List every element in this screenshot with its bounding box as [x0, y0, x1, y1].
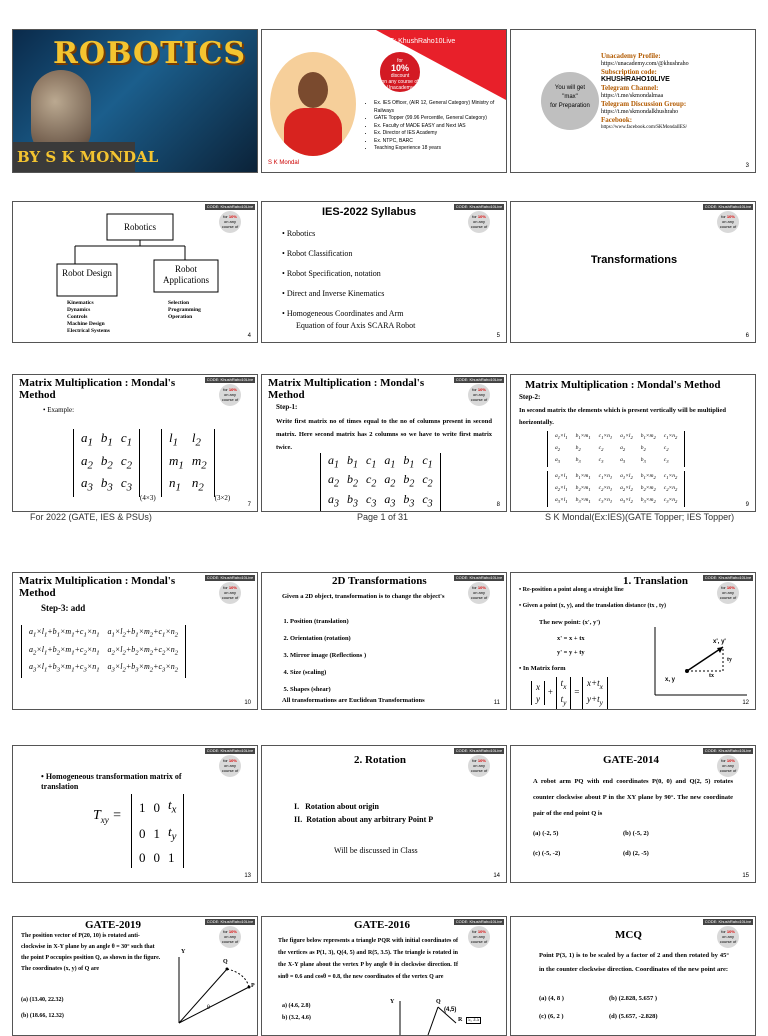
slide-7: [12, 374, 258, 512]
label-point: x, y: [665, 677, 676, 683]
slide-12: [510, 572, 756, 710]
label-p: P: [251, 983, 255, 989]
slide-17: [261, 916, 507, 1036]
page-number: 6: [745, 333, 749, 339]
rotation-figure: [171, 951, 257, 1027]
translation-diagram: [647, 623, 751, 699]
avatar: [270, 52, 356, 156]
option-c[interactable]: (c) (6, 2 ): [539, 1013, 564, 1020]
credentials-list: • Ex. IES Officer, (AIR 12, General Category) Ministry of Railways • GATE Topper (99.96 Percentile, General Category) • Ex. Faculty of MADE EASY and Next IAS • Ex. Director of IES Academy • Ex. NTPC, BARC • Teaching Experience 18 years: [366, 100, 507, 153]
slide-title: 2. Rotation: [354, 754, 406, 766]
page-number: 9: [745, 502, 749, 508]
page-number: 8: [496, 502, 500, 508]
step-text: In second matrix the elements which is present vertically will be multiplied horizontally.: [519, 407, 726, 426]
step-text: Write first matrix no of times equal to the no of columns present in second matrix. Here second matrix has 2 columns so we have to write first matrix twice.: [276, 418, 492, 451]
label-y-axis: Y: [181, 949, 186, 955]
telegram-group-link[interactable]: https://t.me/skmondalkhushraho: [601, 109, 679, 115]
option-a[interactable]: a) (4.6, 2.8): [282, 1003, 311, 1009]
rotation-list: I. Rotation about origin II. Rotation about any arbitrary Point P: [294, 802, 434, 824]
option-c[interactable]: (c) (-5, -2): [533, 850, 561, 857]
option-b[interactable]: (b) (18.66, 12.32): [21, 1013, 64, 1019]
slide-10: [12, 572, 258, 710]
matrix-b: $l_1$ $l_2$ $m_1$ $m_2$ $n_1$ $n_2(3\times 2)$: [161, 429, 230, 502]
intro-text: Given a 2D object, transformation is to change the object's: [282, 593, 445, 600]
page-number: 5: [496, 333, 500, 339]
step-label: Step-2:: [519, 393, 541, 401]
contact-list: Unacademy Profile: https://unacademy.com/@khushraho Subscription code: KHUSHRAHO10LIVE Telegram Channel: https://t.me/skmondalmaa Telegram Discussion Group: https://t.me/skmondalkhushraho Facebook: https://www.facebook.com/SKMondalIES/: [601, 52, 753, 132]
question-text: The figure below represents a triangle PQR with initial coordinates of the vertices as P(1, 3), Q(4, 5) and R(5, 3.5). The triangle is rotated in the X-Y plane about the vertex P by angle θ in clockwise direction. If sinθ = 0.6 and cosθ = 0.8, the new coordinates of the vertex Q are: [278, 938, 458, 980]
transform-list: 1. Position (translation) 2. Orientation (rotation) 3. Mirror image (Reflections ) 4. Size (scaling) 5. Shapes (shear): [270, 613, 366, 698]
discount-badge: for 10% discount on any course of Unacademy: [378, 50, 422, 94]
slide-title: 1. Translation: [623, 575, 688, 587]
syllabus-list: • Robotics • Robot Classification • Robot Specification, notation • Direct and Inverse Kinematics • Homogeneous Coordinates and Arm Equation of four Axis SCARA Robot: [282, 224, 472, 332]
new-point-label: The new point: (x', y'): [539, 619, 601, 626]
node-robot-applications: Robot Applications: [163, 264, 209, 285]
page-number: 4: [247, 333, 251, 339]
slide-4: [12, 201, 258, 343]
option-a[interactable]: (a) (4, 8 ): [539, 995, 564, 1002]
discount-badge: CODE: KhushRaho10Live for 10% on any course of: [454, 575, 504, 605]
page-number: 7: [247, 502, 251, 508]
matrix-a-repeated: $a_1$ $b_1$ $c_1$ $a_1$ $b_1$ $c_1$ $a_2$ $b_2$ $c_2$ $a_2$ $b_2$ $c_2$ $a_3$ $b_3$ $c_3$ $a_3$ $b_3$ $c_3$: [320, 453, 441, 512]
node-robot-design: Robot Design: [62, 268, 112, 278]
option-d[interactable]: (d) (2, -5): [623, 850, 649, 857]
slide-title: IES-2022 Syllabus: [322, 206, 417, 218]
slide-16: [12, 916, 258, 1036]
bullet-1: • Re-position a point along a straight line: [519, 587, 624, 593]
code-text: CODE: KhushRaho10Live: [374, 38, 456, 45]
slide-14: [261, 745, 507, 883]
slide-title: Matrix Multiplication : Mondal's Method: [268, 377, 425, 401]
step-label: Step-1:: [276, 403, 298, 411]
homogeneous-text: • Homogeneous transformation matrix of translation: [41, 772, 211, 792]
discount-badge: CODE: KhushRaho10Live for 10% on any course of: [454, 748, 504, 778]
page-number: 10: [244, 700, 251, 706]
slide-title: Matrix Multiplication : Mondal's Method: [19, 377, 176, 401]
slide-11: [261, 572, 507, 710]
slide-1: [12, 29, 258, 173]
discount-badge: CODE: KhushRaho10Live for 10% on any course of: [205, 748, 255, 778]
discount-badge: CODE: KhushRaho10Live for 10% on any course of: [454, 919, 504, 949]
application-items: Selection Programming Operation: [168, 300, 201, 320]
discount-badge: CODE: KhushRaho10Live for 10% on any course of: [454, 377, 504, 407]
slide-8: [261, 374, 507, 512]
matrix-equation: x $y + t_x$ $t_y = x+t_x$ $y+t_y$: [531, 677, 608, 709]
banner-title: ROBOTICS: [53, 36, 247, 71]
discount-badge: CODE: KhushRaho10Live for 10% on any course of: [205, 204, 255, 234]
option-b[interactable]: b) (3.2, 4.6): [282, 1015, 311, 1021]
label-q: Q: [436, 999, 441, 1005]
slide-title: Transformations: [590, 254, 678, 266]
discount-badge: CODE: KhushRaho10Live for 10% on any course of: [703, 748, 753, 778]
outro-text: All transformations are Euclidean Transformations: [282, 697, 425, 704]
label-q-coords: (4,5): [444, 1007, 457, 1013]
option-a[interactable]: (a) (13.40, 22.32): [21, 997, 64, 1003]
example-label: • Example:: [43, 405, 74, 416]
profile-link[interactable]: https://unacademy.com/@khushraho: [601, 61, 689, 67]
label-new-point: x', y': [713, 639, 726, 645]
slide-15: [510, 745, 756, 883]
equation-x: x' = x + tx: [557, 635, 585, 642]
expanded-matrix-2: $a_1\times l_1$ $b_1\times m_1$ $c_1\times n_1$ $a_1\times l_2$ $b_1\times m_2$ $c_1\times n_2$ $a_2\times l_1$ $b_2\times m_1$ $c_2\times n_1$ $a_2\times l_2$ $b_2\times m_2$ $c_2\times n_2$ $a_3\times l_1$ $b_3\times m_1$ $c_3\times n_1$ $a_3\times l_2$ $b_3\times m_2$ $c_3\times n_2$: [547, 471, 685, 512]
question-text: Point P(3, 1) is to be scaled by a factor of 2 and then rotated by 45° in the counter clockwise direction. Coordinates of the new point are:: [539, 952, 729, 973]
page-number: 13: [244, 873, 251, 879]
class-note: Will be discussed in Class: [334, 846, 418, 855]
page-number: 14: [493, 873, 500, 879]
slide-2: [261, 29, 507, 173]
telegram-link[interactable]: https://t.me/skmondalmaa: [601, 93, 664, 99]
option-d[interactable]: (d) (5.657, -2.828): [609, 1013, 658, 1020]
question-text: The position vector of P(20, 10) is rotated anti-clockwise in X-Y plane by an angle θ = 30° such that the point P occupies position Q, as shown in the figure. The coordinates (x, y) of Q are: [21, 933, 161, 972]
slide-title: Matrix Multiplication : Mondal's Method: [525, 379, 721, 391]
discount-badge: CODE: KhushRaho10Live for 10% on any course of: [703, 204, 753, 234]
option-a[interactable]: (a) (-2, 5): [533, 830, 559, 837]
equation-y: y' = y + ty: [557, 649, 585, 656]
label-r-coords: 5, 3.5: [468, 1018, 480, 1023]
slide-title: MCQ: [615, 929, 642, 941]
slide-title: GATE-2016: [354, 919, 411, 931]
label-y-axis: Y: [390, 999, 395, 1005]
discount-badge: CODE: KhushRaho10Live for 10% on any course of: [703, 575, 753, 605]
slide-title: GATE-2014: [603, 754, 660, 766]
translation-matrix: 1 0 $t_x$ 0 1 $t_y$ 0 0 1: [131, 794, 184, 873]
design-items: Kinematics Dynamics Controls Machine Design Electrical Systems: [67, 300, 110, 334]
page-number: 3: [745, 163, 749, 169]
slide-13: [12, 745, 258, 883]
step-label: Step-3: add: [41, 603, 86, 613]
slide-6: [510, 201, 756, 343]
author-label: BY S K MONDAL: [17, 148, 159, 166]
slide-3: [510, 29, 756, 173]
footer-right: S K Mondal(Ex:IES)(GATE Topper; IES Topper): [545, 512, 735, 522]
option-b[interactable]: (b) (-5, 2): [623, 830, 649, 837]
discount-badge: CODE: KhushRaho10Live for 10% on any course of: [205, 377, 255, 407]
result-matrix: $a_1\times l_1+b_1\times m_1+c_1\times n_1$ $a_1\times l_2+b_1\times m_2+c_1\times n_2$ $a_2\times l_1+b_2\times m_1+c_2\times n_1$ $a_2\times l_2+b_2\times m_2+c_2\times n_2$ $a_3\times l_1+b_3\times m_1+c_3\times n_1$ $a_3\times l_2+b_3\times m_2+c_3\times n_2$: [21, 625, 186, 683]
question-text: A robot arm PQ with end coordinates P(0, 0) and Q(2, 5) rotates counter clockwise about P in the XY plane by 90°. The new coordinate pair of the end point Q is: [533, 778, 733, 817]
label-r: R: [458, 1017, 463, 1023]
footer-left: For 2022 (GATE, IES & PSUs): [30, 512, 152, 522]
discount-badge: CODE: KhushRaho10Live for 10% on any course of: [703, 919, 753, 949]
page-number: 15: [742, 873, 749, 879]
page-number: 12: [742, 700, 749, 706]
bullet-3: • In Matrix form: [519, 665, 566, 672]
label-theta: θ: [207, 1005, 210, 1011]
slide-9: [510, 374, 756, 512]
option-b[interactable]: (b) (2.828, 5.657 ): [609, 995, 658, 1002]
slide-title: GATE-2019: [85, 919, 142, 931]
max-circle: You will get "max" for Preparation: [541, 72, 599, 130]
node-robotics: Robotics: [123, 222, 156, 232]
label-ty: ty: [727, 657, 732, 663]
discount-badge: CODE: KhushRaho10Live for 10% on any course of: [205, 575, 255, 605]
page-number: 11: [493, 700, 500, 706]
slide-5: [261, 201, 507, 343]
expanded-matrix-1: $a_1\times l_1$ $b_1\times m_1$ $c_1\times n_1$ $a_1\times l_2$ $b_1\times m_2$ $c_1\times n_2$ $a_2$ $b_2$ $c_2$ $a_2$ $b_2$ $c_2$ $a_3$ $b_3$ $c_3$ $a_3$ $b_3$ $c_3$: [547, 431, 685, 472]
discount-badge: CODE: KhushRaho10Live for 10% on any course of: [205, 919, 255, 949]
label-q: Q: [223, 959, 228, 965]
txy-label: $T_{xy}$ =: [93, 808, 122, 825]
discount-badge: CODE: KhushRaho10Live for 10% on any course of: [454, 204, 504, 234]
facebook-link[interactable]: https://www.facebook.com/SKMondalIES/: [601, 125, 688, 130]
slide-title: 2D Transformations: [332, 575, 427, 587]
slide-title: Matrix Multiplication : Mondal's Method: [19, 575, 176, 599]
footer-center: Page 1 of 31: [357, 512, 409, 522]
bullet-2: • Given a point (x, y), and the translation distance (tx , ty): [519, 603, 666, 609]
matrix-a: $a_1$ $b_1$ $c_1$ $a_2$ $b_2$ $c_2$ $a_3$ $b_3$ $c_3(4\times 3)$: [73, 429, 156, 502]
presenter-name: S K Mondal: [268, 160, 300, 166]
label-tx: tx: [709, 673, 714, 679]
slide-18: [510, 916, 756, 1036]
triangle-figure: [394, 997, 504, 1036]
